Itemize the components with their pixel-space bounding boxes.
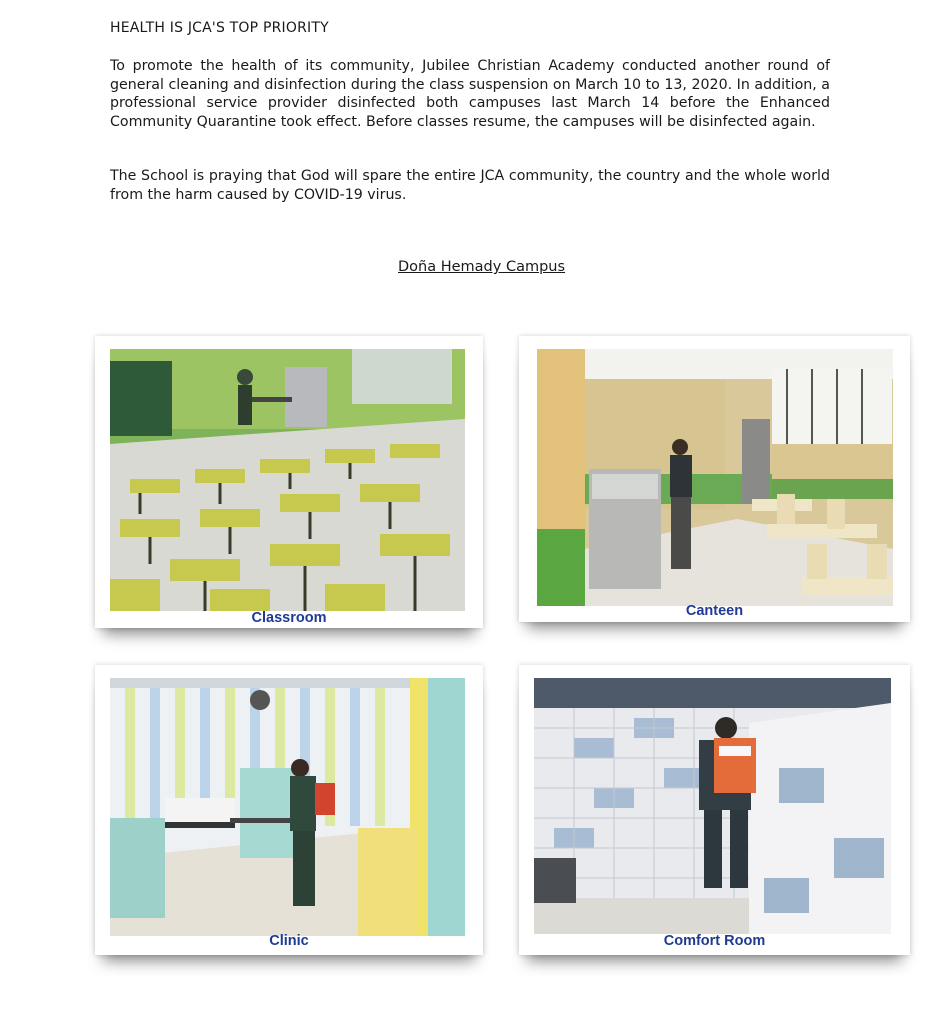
caption-classroom: Classroom [251, 610, 327, 626]
canteen-photo [537, 349, 893, 606]
intro-paragraph: To promote the health of its community, Jubilee Christian Academy conducted another round of general cleaning and disinfection during the class suspension on March 10 to 13, 2020. In addition, a professional service provider disinfected both campuses last March 14 before the Enhanced Community Quarantine took effect. Before classes resume, the campuses will be disinfected again. [110, 58, 830, 130]
clinic-photo [110, 678, 465, 936]
comfort-room-photo [534, 678, 891, 934]
prayer-paragraph: The School is praying that God will spare the entire JCA community, the country and the whole world from the harm caused by COVID-19 virus. [110, 168, 830, 203]
caption-comfort-room: Comfort Room [663, 933, 766, 949]
caption-canteen: Canteen [685, 603, 744, 619]
campus-title: Doña Hemady Campus [398, 259, 566, 275]
photo-card-clinic [95, 665, 483, 955]
classroom-photo [110, 349, 465, 611]
article-heading: HEALTH IS JCA'S TOP PRIORITY [110, 20, 329, 36]
caption-clinic: Clinic [269, 933, 309, 949]
photo-card-comfort-room [519, 665, 910, 955]
photo-card-classroom [95, 336, 483, 628]
photo-card-canteen [519, 336, 910, 622]
